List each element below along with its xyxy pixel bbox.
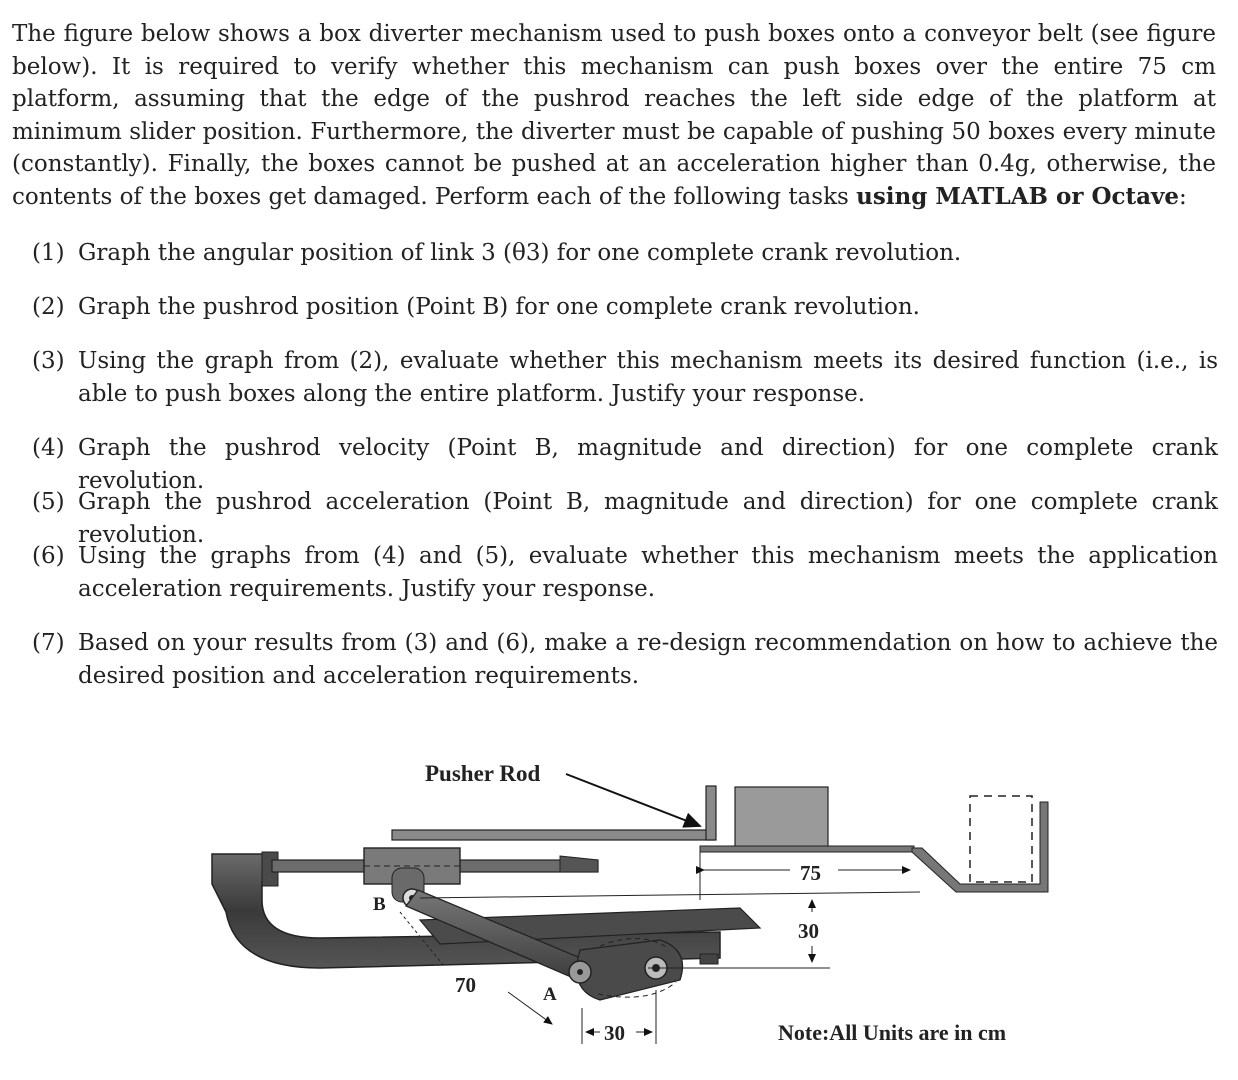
point-a-label: A [543, 984, 557, 1005]
dim-30-horizontal-label: 30 [604, 1021, 625, 1045]
task-item [32, 237, 1218, 270]
task-item [32, 540, 1218, 605]
task-text: Using the graphs from (4) and (5), evaluate whether this mechanism meets the application acceleration requirements. Justify your response. [78, 543, 1218, 602]
pusher-rod [392, 830, 714, 840]
ramp [912, 802, 1048, 892]
task-number: (6) [32, 543, 65, 569]
pusher-rod-label: Pusher Rod [425, 761, 541, 786]
task-text: Using the graph from (2), evaluate whether this mechanism meets its desired function (i.e., is able to push boxes along the entire platform. Justify your response. [78, 348, 1218, 407]
task-number: (1) [32, 240, 65, 266]
intro-end: : [1179, 183, 1187, 210]
intro-bold: using MATLAB or Octave [856, 182, 1180, 210]
mechanism-figure [200, 750, 1070, 1060]
task-number: (4) [32, 435, 65, 461]
intro-text: The figure below shows a box diverter mechanism used to push boxes onto a conveyor belt (see figure below). It is required to verify whether this mechanism can push boxes over the entire 75 cm platform, assuming that the edge of the pushrod reaches the left side edge of the platform at minimum slider position. Furthermore, the diverter must be capable of pushing 50 boxes every minute (constantly). Finally, the boxes cannot be pushed at an acceleration higher than 0.4g, otherwise, the contents of the boxes get damaged. Perform each of the following tasks [12, 21, 1216, 210]
dim-70-label: 70 [455, 973, 476, 997]
task-item [32, 345, 1218, 410]
point-b-label: B [373, 894, 386, 915]
task-text: Graph the angular position of link 3 (θ3) for one complete crank revolution. [78, 240, 962, 266]
task-text: Graph the pushrod position (Point B) for one complete crank revolution. [78, 294, 920, 320]
task-number: (5) [32, 489, 65, 515]
pusher-rod-arrow [566, 774, 700, 826]
task-text: Based on your results from (3) and (6), make a re-design recommendation on how to achieve the desired position and acceleration requirements. [78, 630, 1218, 689]
dim-75-label: 75 [800, 861, 821, 885]
task-number: (7) [32, 630, 65, 656]
pusher-rod-head [706, 786, 716, 840]
task-item [32, 627, 1218, 692]
task-text: Graph the pushrod velocity (Point B, magnitude and direction) for one complete crank revolution. [78, 435, 1218, 494]
task-number: (3) [32, 348, 65, 374]
dim-30-vertical-label: 30 [798, 919, 819, 943]
task-number: (2) [32, 294, 65, 320]
platform [700, 846, 914, 852]
box [735, 787, 828, 847]
units-note: Note:All Units are in cm [778, 1020, 1007, 1045]
task-text: Graph the pushrod acceleration (Point B, magnitude and direction) for one complete crank revolution. [78, 489, 1218, 548]
dashed-box [970, 796, 1032, 882]
problem-intro [12, 18, 1216, 214]
task-item [32, 291, 1218, 324]
